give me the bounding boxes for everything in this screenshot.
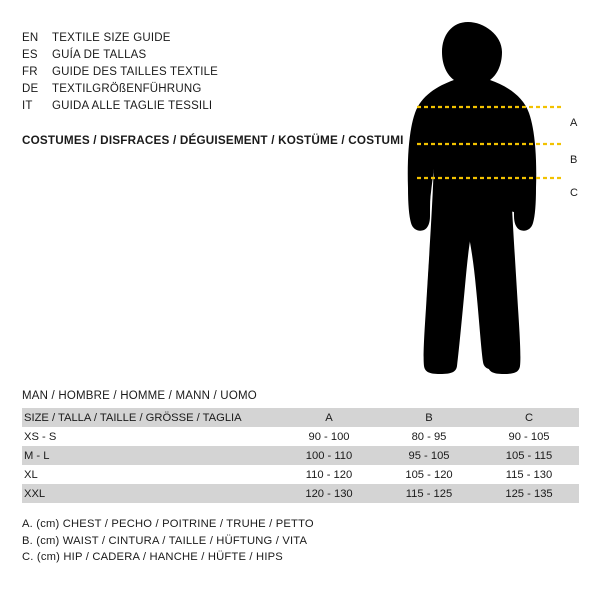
language-code-fr: FR [22, 66, 38, 78]
table-row [22, 427, 579, 446]
cell-c: 125 - 135 [479, 484, 579, 503]
language-header-block [22, 30, 352, 115]
table-row [22, 446, 579, 465]
language-row-en [22, 30, 352, 47]
cell-c: 105 - 115 [479, 446, 579, 465]
size-table-area [22, 390, 578, 503]
cell-a: 120 - 130 [279, 484, 379, 503]
measure-label-a: A [570, 117, 578, 129]
table-group-label: MAN / HOMBRE / HOMME / MANN / UOMO [22, 390, 257, 402]
column-header-b: B [379, 408, 479, 427]
cell-a: 100 - 110 [279, 446, 379, 465]
cell-b: 80 - 95 [379, 427, 479, 446]
table-row [22, 465, 579, 484]
legend-line-a: A. (cm) CHEST / PECHO / POITRINE / TRUHE / PETTO [22, 518, 314, 530]
language-text-es: GUÍA DE TALLAS [52, 49, 147, 61]
cell-b: 105 - 120 [379, 465, 479, 484]
cell-size: XXL [22, 484, 279, 503]
column-header-c: C [479, 408, 579, 427]
language-code-es: ES [22, 49, 38, 61]
column-header-size: SIZE / TALLA / TAILLE / GRÖSSE / TAGLIA [22, 408, 279, 427]
legend-line-c: C. (cm) HIP / CADERA / HANCHE / HÜFTE / HIPS [22, 551, 283, 563]
column-header-a: A [279, 408, 379, 427]
language-row-es [22, 47, 352, 64]
cell-size: XL [22, 465, 279, 484]
language-row-it [22, 98, 352, 115]
cell-b: 115 - 125 [379, 484, 479, 503]
language-code-it: IT [22, 100, 33, 112]
costumes-subtitle: COSTUMES / DISFRACES / DÉGUISEMENT / KOSTÜME / COSTUMI [22, 134, 404, 147]
language-row-de [22, 81, 352, 98]
measure-label-b: B [570, 154, 578, 166]
cell-size: XS - S [22, 427, 279, 446]
table-header-row [22, 408, 579, 427]
language-text-fr: GUIDE DES TAILLES TEXTILE [52, 66, 219, 78]
cell-c: 90 - 105 [479, 427, 579, 446]
cell-a: 90 - 100 [279, 427, 379, 446]
language-text-it: GUIDA ALLE TAGLIE TESSILI [52, 100, 213, 112]
language-code-en: EN [22, 32, 39, 44]
measure-label-c: C [570, 187, 578, 199]
body-figure [395, 18, 580, 378]
cell-b: 95 - 105 [379, 446, 479, 465]
language-text-de: TEXTILGRÖßENFÜHRUNG [52, 83, 202, 95]
language-row-fr [22, 64, 352, 81]
legend-line-b: B. (cm) WAIST / CINTURA / TAILLE / HÜFTUNG / VITA [22, 534, 308, 547]
language-code-de: DE [22, 83, 39, 95]
cell-a: 110 - 120 [279, 465, 379, 484]
measurement-legend [22, 516, 314, 566]
cell-size: M - L [22, 446, 279, 465]
size-table [22, 408, 579, 503]
cell-c: 115 - 130 [479, 465, 579, 484]
language-text-en: TEXTILE SIZE GUIDE [52, 32, 171, 44]
male-silhouette-icon [395, 18, 580, 378]
table-row [22, 484, 579, 503]
